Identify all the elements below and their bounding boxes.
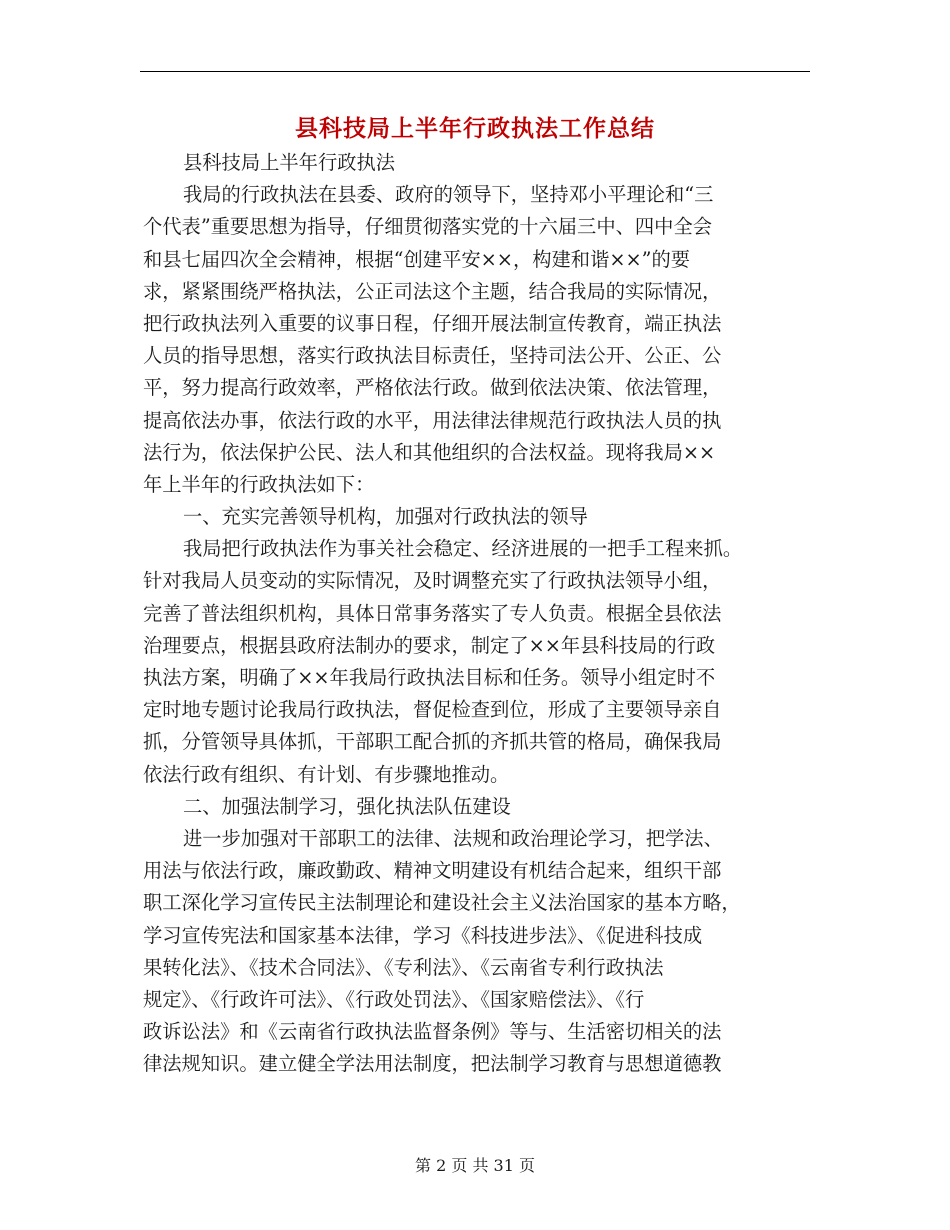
body-line: 年上半年的行政执法如下： — [143, 472, 375, 496]
body-line: 把行政执法列入重要的议事日程，仔细开展法制宣传教育，端正执法 — [143, 311, 722, 335]
body-line: 法行为，依法保护公民、法人和其他组织的合法权益。现将我局×× — [143, 440, 716, 464]
body-line: 提高依法办事，依法行政的水平，用法律法律规范行政执法人员的执 — [143, 408, 722, 432]
body-line: 一、充实完善领导机构，加强对行政执法的领导 — [183, 505, 588, 529]
body-line: 个代表”重要思想为指导，仔细贯彻落实党的十六届三中、四中全会 — [143, 215, 713, 239]
body-line: 治理要点，根据县政府法制办的要求，制定了××年县科技局的行政 — [143, 633, 716, 657]
body-line: 人员的指导思想，落实行政执法目标责任，坚持司法公开、公正、公 — [143, 344, 722, 368]
body-line: 县科技局上半年行政执法 — [183, 151, 396, 174]
body-line: 和县七届四次全会精神，根据“创建平安××，构建和谐××”的要 — [143, 247, 691, 271]
body-line: 规定》、《行政许可法》、《行政处罚法》、《国家赔偿法》、《行 — [143, 987, 645, 1011]
body-line: 果转化法》、《技术合同法》、《专利法》、《云南省专利行政执法 — [143, 955, 664, 979]
body-line: 依法行政有组织、有计划、有步骤地推动。 — [143, 762, 510, 786]
body-line: 我局的行政执法在县委、政府的领导下，坚持邓小平理论和“三 — [183, 183, 714, 207]
page-footer: 第 2 页 共 31 页 — [415, 1156, 535, 1175]
document-body — [143, 147, 803, 1080]
body-line: 进一步加强对干部职工的法律、法规和政治理论学习，把学法、 — [183, 826, 723, 850]
body-line: 执法方案，明确了××年我局行政执法目标和任务。领导小组定时不 — [143, 666, 716, 689]
body-line: 政诉讼法》和《云南省行政执法监督条例》等与、生活密切相关的法 — [143, 1020, 722, 1044]
body-line: 用法与依法行政，廉政勤政、精神文明建设有机结合起来，组织干部 — [143, 859, 722, 883]
body-line: 平，努力提高行政效率，严格依法行政。做到依法决策、依法管理， — [143, 376, 722, 400]
body-line: 律法规知识。建立健全学法用法制度，把法制学习教育与思想道德教 — [143, 1052, 722, 1076]
body-line: 完善了普法组织机构，具体日常事务落实了专人负责。根据全县依法 — [143, 601, 722, 625]
body-line: 求，紧紧围绕严格执法，公正司法这个主题，结合我局的实际情况， — [143, 279, 722, 303]
header-rule — [140, 71, 810, 72]
body-line: 定时地专题讨论我局行政执法，督促检查到位，形成了主要领导亲自 — [143, 698, 722, 722]
body-line: 针对我局人员变动的实际情况，及时调整充实了行政执法领导小组， — [143, 569, 722, 593]
document-title: 县科技局上半年行政执法工作总结 — [295, 116, 655, 142]
body-line: 我局把行政执法作为事关社会稳定、经济进展的一把手工程来抓。 — [183, 537, 743, 561]
body-line: 学习宣传宪法和国家基本法律，学习《科技进步法》、《促进科技成 — [143, 923, 703, 947]
body-line: 二、加强法制学习，强化执法队伍建设 — [183, 794, 511, 818]
body-line: 职工深化学习宣传民主法制理论和建设社会主义法治国家的基本方略， — [143, 891, 741, 915]
body-line: 抓，分管领导具体抓，干部职工配合抓的齐抓共管的格局，确保我局 — [143, 730, 722, 754]
